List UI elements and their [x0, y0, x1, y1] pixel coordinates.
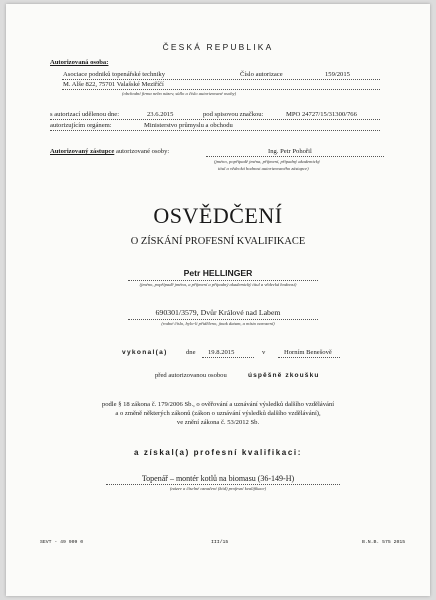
ministry-label: autorizujícím orgánem:: [50, 122, 112, 129]
holder-birth-note: (rodné číslo, bylo-li přiděleno, jinak datum, a místo narození): [161, 321, 275, 326]
certificate-title: OSVĚDČENÍ: [153, 203, 283, 228]
divider: [128, 319, 318, 320]
granted-label: s autorizací udělenou dne:: [50, 111, 120, 118]
representative-label-bold: Autorizovaný zástupce: [50, 148, 115, 155]
holder-name: Petr HELLINGER: [183, 268, 253, 278]
certificate-subtitle: O ZÍSKÁNÍ PROFESNÍ KVALIFIKACE: [130, 236, 306, 247]
qualification-heading: a získal(a) profesní kvalifikaci:: [134, 448, 302, 457]
divider: [128, 280, 318, 281]
ministry-name: Ministerstvo průmyslu a obchodu: [144, 122, 233, 129]
exam-v: v: [262, 349, 266, 356]
authorization-number-label: Číslo autorizace: [240, 71, 283, 78]
representative-name: Ing. Petr Pohořil: [268, 148, 312, 155]
granted-date: 23.6.2015: [147, 111, 174, 118]
divider: [50, 130, 380, 131]
authorization-number: 159/2015: [325, 71, 350, 78]
divider: [62, 89, 380, 90]
representative-label: [50, 148, 169, 155]
representative-note-2: titul a vědecká hodnost autorizovaného zástupce): [218, 166, 309, 171]
footer-form-code: SEVT - 49 909 0: [40, 540, 84, 545]
country-header: ČESKÁ REPUBLIKA: [162, 42, 274, 52]
qualification-name: Topenář – montér kotlů na biomasu (36-149-H): [141, 474, 295, 483]
authorized-person-address: M. Alše 822, 75701 Valašské Meziříčí: [63, 81, 164, 88]
exam-place: Horním Benešově: [284, 349, 332, 356]
divider: [206, 156, 384, 157]
authorized-person-name: Asociace podniků topenářské techniky: [63, 71, 165, 78]
exam-dne: dne: [186, 349, 196, 356]
footer-print-code: B.N.B. 575 2015: [362, 540, 406, 545]
representative-label-rest: autorizované osoby:: [115, 148, 170, 155]
representative-note-1: (jméno, popřípadě jména, příjmení, případný akademický: [214, 159, 320, 164]
law-line-3: ve znění zákona č. 53/2012 Sb.: [176, 419, 260, 426]
holder-name-note: (jméno, popřípadě jména, a příjmení a případný akademický titul a vědecká hodnost): [139, 282, 297, 287]
exam-date: 19.8.2015: [208, 349, 235, 356]
file-number: MPO 24727/15/31300/766: [286, 111, 357, 118]
divider: [62, 79, 380, 80]
divider: [106, 484, 340, 485]
holder-birth: 690301/3579, Dvůr Králové nad Labem: [155, 308, 281, 317]
exam-before: před autorizovanou osobou: [155, 372, 227, 379]
certificate-page: [6, 4, 430, 596]
law-line-1: podle § 18 zákona č. 179/2006 Sb., o ověřování a uznávání výsledků dalšího vzdělávání: [101, 401, 335, 408]
divider: [202, 357, 254, 358]
exam-label: vykonal(a): [122, 349, 168, 356]
footer-edition: III/15: [211, 540, 229, 545]
qualification-note: (název a číselné označení (kód) profesní kvalifikace): [169, 486, 267, 491]
divider: [50, 119, 380, 120]
divider: [278, 357, 340, 358]
exam-result: úspěšně zkoušku: [248, 372, 320, 379]
authorized-person-label: Autorizovaná osoba:: [50, 59, 109, 66]
authorized-person-note: (obchodní firma nebo název, sídlo a číslo autorizované osoby): [122, 91, 237, 96]
file-number-label: pod spisovou značkou:: [203, 111, 264, 118]
law-line-2: a o změně některých zákonů (zákon o uznávání výsledků dalšího vzdělávání),: [115, 410, 321, 417]
